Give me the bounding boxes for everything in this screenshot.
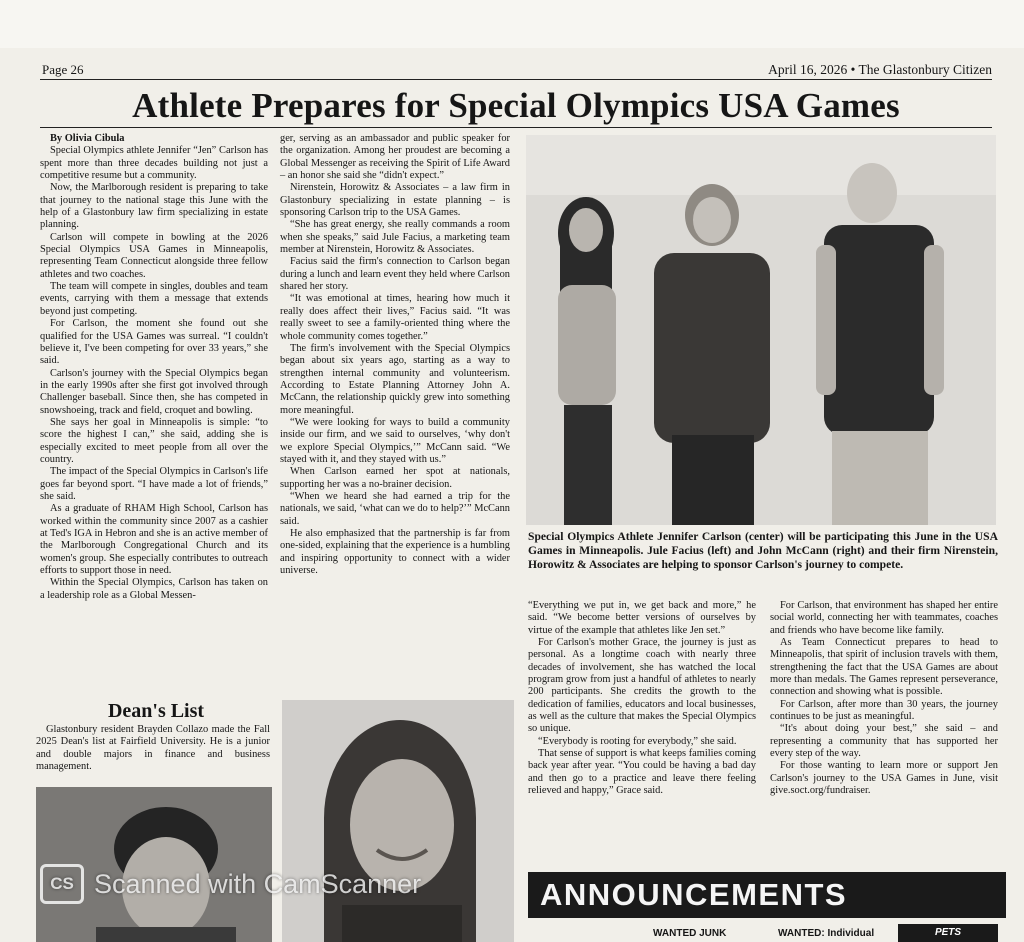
article-headline: Athlete Prepares for Special Olympics USA Games: [132, 86, 900, 125]
article-column-3: [528, 600, 756, 798]
article-column-4: [770, 600, 998, 798]
group-photo: [526, 135, 996, 525]
paragraph: For Carlson, after more than 30 years, the journey continues to be just as meaningful.: [770, 698, 998, 723]
paragraph: He also emphasized that the partnership is far from one-sided, explaining that the experience is a humbling and inspiring opportunity to connect with a wider universe.: [280, 528, 510, 577]
paragraph: Within the Special Olympics, Carlson has taken on a leadership role as a Global Messen-: [40, 577, 268, 601]
paragraph: “When we heard she had earned a trip for the nationals, we said, ‘what can we do to help?’” McCann said.: [280, 490, 510, 527]
paragraph: The firm's involvement with the Special Olympics began about six years ago, starting as a way to strengthen internal community and volunteerism. According to Estate Planning Attorney John A. McCann, the relationship quickly grew into something more meaningful.: [280, 342, 510, 416]
announcements-banner: ANNOUNCEMENTS: [528, 872, 1006, 918]
headline-rule: [40, 127, 992, 128]
paragraph: Glastonbury resident Brayden Collazo made the Fall 2025 Dean's list at Fairfield University. He is a junior and double majors in finance and business management.: [36, 724, 270, 773]
paragraph: When Carlson earned her spot at nationals, supporting her was a no-brainer decision.: [280, 466, 510, 490]
deans-list-title: Dean's List: [107, 700, 205, 722]
scanner-watermark: [40, 862, 421, 906]
paragraph: Nirenstein, Horowitz & Associates – a law firm in Glastonbury specializing in estate planning – is sponsoring Carlson trip to the USA Games.: [280, 182, 510, 219]
header-rule: [40, 79, 992, 80]
paragraph: “Everything we put in, we get back and more,” he said. “We become better versions of ourselves by virtue of the example that athletes like Jen set.”: [528, 600, 756, 636]
paragraph: Carlson's journey with the Special Olympics began in the early 1990s after she first got involved through Challenger baseball. Since then, she has competed in snowshoeing, track and field, croquet and bowling.: [40, 367, 268, 416]
paragraph: As a graduate of RHAM High School, Carlson has worked within the community since 2007 as a cashier at Ted's IGA in Hebron and she is an active member of the Marlborough Congregational Church and its women's group. She especially contributes to outreach efforts to support those in need.: [40, 503, 268, 577]
paragraph: Now, the Marlborough resident is preparing to take that journey to the national stage this June with the help of a Glastonbury law firm specializing in estate planning.: [40, 182, 268, 231]
paragraph: She says her goal in Minneapolis is simple: “to score the highest I can,” she said, adding she is especially excited to meet people from all over the country.: [40, 416, 268, 465]
article-column-1: [40, 133, 268, 602]
deans-list-body: [36, 724, 270, 773]
paragraph: As Team Connecticut prepares to head to Minneapolis, that spirit of inclusion travels with them, strengthening the fact that the USA Games are about more than medals. The Games represent perseverance, connection and showing what is possible.: [770, 637, 998, 698]
announcement-item: WANTED JUNK: [653, 928, 727, 939]
page-number: Page 26: [42, 62, 84, 77]
paragraph: For Carlson, that environment has shaped her entire social world, connecting her with teammates, coaches and friends who have become like family.: [770, 600, 998, 636]
photo-caption: Special Olympics Athlete Jennifer Carlson (center) will be participating this June in the USA Games in Minneapolis. Jule Facius (left) and John McCann (right) and their firm Nirenstein, Horowitz & Associates are helping to sponsor Carlson's journey to compete.: [528, 530, 998, 572]
paragraph: The impact of the Special Olympics in Carlson's life goes far beyond sport. “I have made a lot of friends,” she said.: [40, 466, 268, 502]
paragraph: The team will compete in singles, doubles and team events, carrying with them a message that extends beyond just competing.: [40, 281, 268, 317]
paragraph: That sense of support is what keeps families coming back year after year. “You could be having a bad day and then go to a practice and leave there feeling relieved and happy,” Grace said.: [528, 748, 756, 797]
paragraph: ger, serving as an ambassador and public speaker for the organization. Among her proudest are becoming a Global Messenger as receiving the Spirit of Life Award – an honor she said she “didn't expect.”: [280, 133, 510, 182]
paragraph: “It's about doing your best,” she said – and representing a community that has supported her every step of the way.: [770, 723, 998, 760]
paragraph: Special Olympics athlete Jennifer “Jen” Carlson has spent more than three decades building not just a competitive resume but a community.: [40, 145, 268, 182]
paragraph: For Carlson, the moment she found out she qualified for the USA Games was surreal. “I couldn't believe it, I've been competing for over 33 years,” she said.: [40, 318, 268, 367]
scan-top-margin: [0, 0, 1024, 48]
announcements-strip: [528, 922, 1006, 942]
paragraph: “We were looking for ways to build a community inside our firm, and we said to ourselves, ‘why don't we explore Special Olympics,’” McCann said. “We stayed with it, and they stayed with us.”: [280, 416, 510, 465]
paragraph: Facius said the firm's connection to Carlson began during a lunch and learn event they held where Carlson shared her story.: [280, 256, 510, 293]
announcement-item: WANTED: Individual: [778, 928, 875, 939]
camscanner-logo-icon: CS: [40, 864, 84, 904]
group-photo-illustration: [526, 135, 996, 525]
dateline: April 16, 2026 • The Glastonbury Citizen: [768, 62, 992, 77]
paragraph: “It was emotional at times, hearing how much it really does affect their lives,” Facius said. “It was really sweet to see a family-oriented thing where the whole community comes together.”: [280, 293, 510, 342]
announcement-item: PETS: [898, 924, 998, 942]
paragraph: “She has great energy, she really commands a room when she speaks,” said Jule Facius, a marketing team member at Nirenstein, Horowitz & Associates.: [280, 219, 510, 256]
paragraph: For those wanting to learn more or support Jen Carlson's journey to the USA Games in June, visit give.soct.org/fundraiser.: [770, 760, 998, 797]
paragraph: “Everybody is rooting for everybody,” she said.: [538, 735, 737, 747]
article-column-2: [280, 133, 510, 577]
byline: By Olivia Cibula: [50, 133, 125, 144]
paragraph: Carlson will compete in bowling at the 2026 Special Olympics USA Games in Minneapolis, representing Team Connecticut alongside three fellow athletes and two coaches.: [40, 231, 268, 280]
watermark-text: Scanned with CamScanner: [94, 868, 422, 899]
paragraph: For Carlson's mother Grace, the journey is just as personal. As a longtime coach with nearly three decades of involvement, she has watched the local program grow from just a handful of athletes to nearly 200 participants. She credits the growth to the dedication of families, educators and local businesses, as well as the culture that makes the Special Olympics so unique.: [528, 637, 756, 735]
